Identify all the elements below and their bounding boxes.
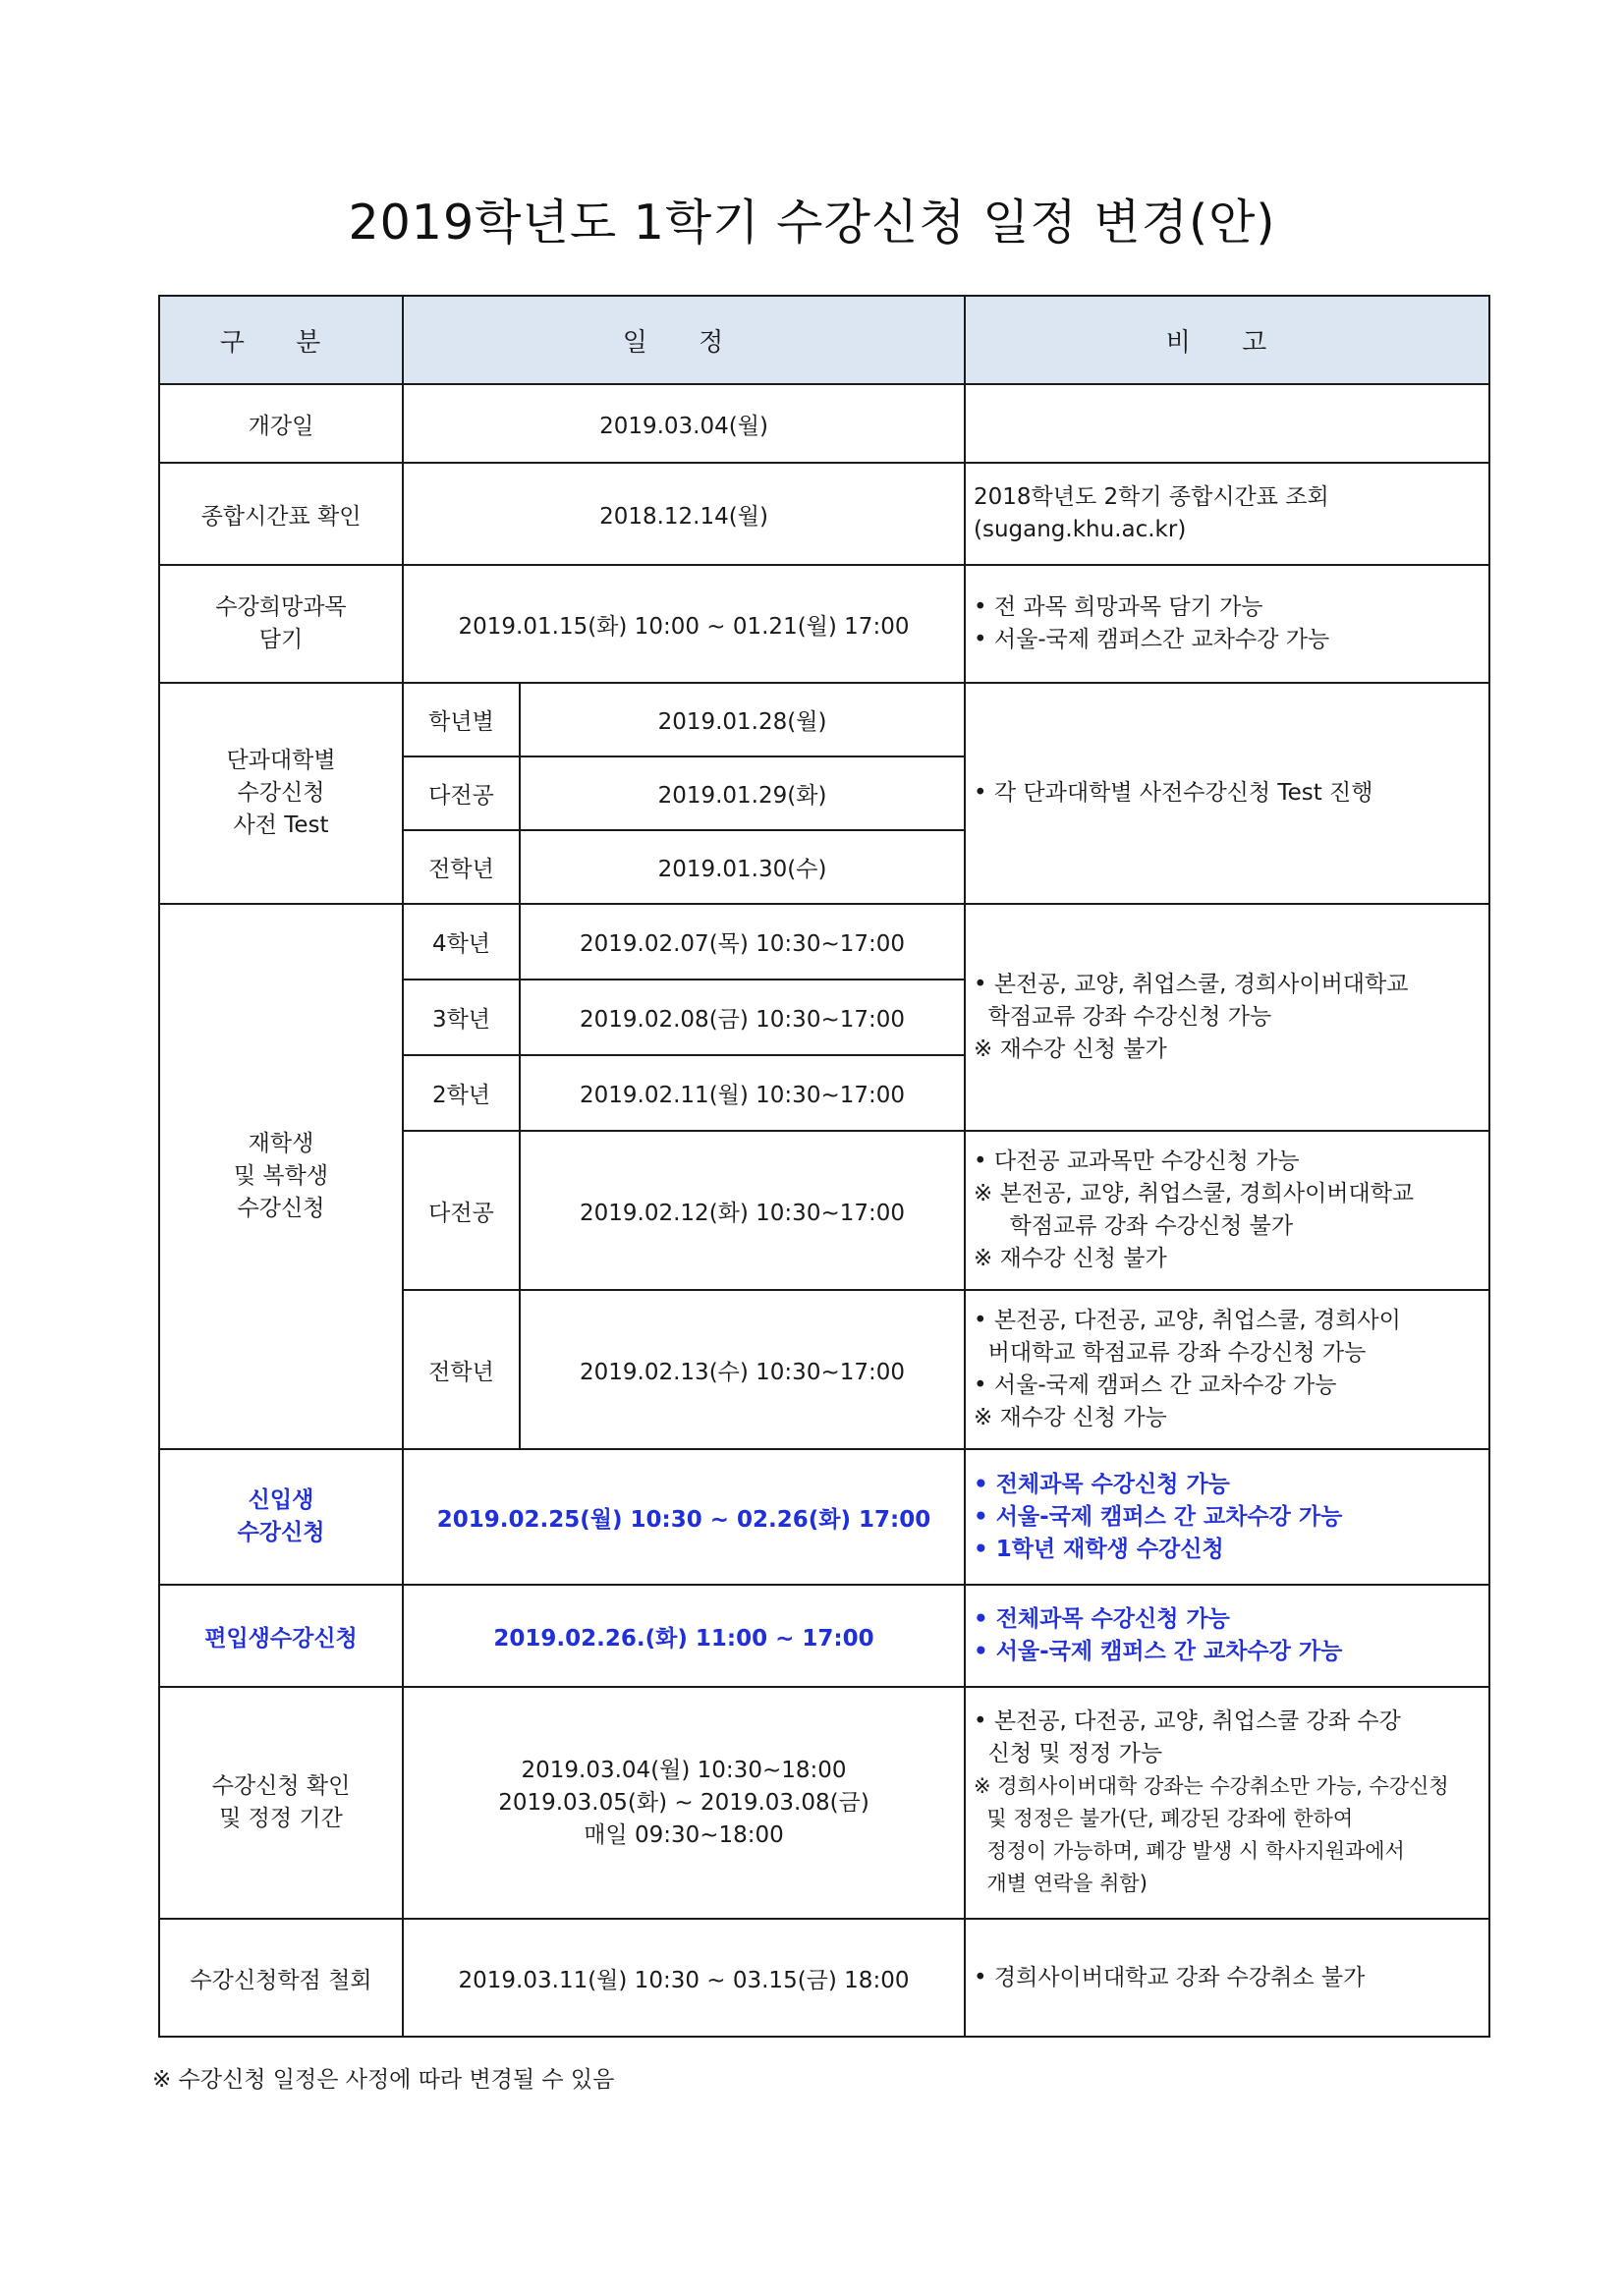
table-row [159, 1919, 1489, 2037]
note-line: ※ 경희사이버대학 강좌는 수강취소만 가능, 수강신청 및 정정은 불가(단, 폐강된 강좌에 한하여 정정이 가능하며, 폐강 발생 시 학사지원과에서 개별 연락을 취함) [974, 1774, 1449, 1895]
row-label: 수강신청학점 철회 [159, 1919, 403, 2037]
sub-label: 다전공 [403, 1131, 520, 1290]
row-date: 2019.01.29(화) [520, 756, 965, 830]
row-date: 2019.01.15(화) 10:00 ~ 01.21(월) 17:00 [403, 565, 965, 683]
sub-label: 전학년 [403, 1290, 520, 1449]
note-line: • 본전공, 다전공, 교양, 취업스쿨, 경희사이 버대학교 학점교류 강좌 수강신청 가능 [974, 1308, 1401, 1366]
row-label: 종합시간표 확인 [159, 463, 403, 565]
row-date: 2019.02.12(화) 10:30~17:00 [520, 1131, 965, 1290]
row-label: 신입생 수강신청 [159, 1449, 403, 1585]
schedule-table [158, 295, 1490, 2038]
note-line: • 본전공, 교양, 취업스쿨, 경희사이버대학교 학점교류 강좌 수강신청 가능 [974, 972, 1409, 1030]
row-note [965, 1290, 1489, 1449]
table-row [159, 384, 1489, 463]
row-note: 2018학년도 2학기 종합시간표 조회 (sugang.khu.ac.kr) [965, 463, 1489, 565]
note-line: • 본전공, 다전공, 교양, 취업스쿨 강좌 수강 신청 및 정정 가능 [974, 1708, 1401, 1766]
row-date: 2019.03.04(월) 10:30~18:00 2019.03.05(화) ~ 2019.03.08(금) 매일 09:30~18:00 [403, 1687, 965, 1919]
note-line: • 다전공 교과목만 수강신청 가능 [974, 1148, 1300, 1174]
row-label: 수강신청 확인 및 정정 기간 [159, 1687, 403, 1919]
row-label: 수강희망과목 담기 [159, 565, 403, 683]
note-line: • 1학년 재학생 수강신청 [974, 1536, 1224, 1562]
row-date: 2019.01.28(월) [520, 683, 965, 756]
row-note [965, 384, 1489, 463]
note-line: • 전체과목 수강신청 가능 [974, 1606, 1230, 1632]
note-line: • 서울-국제 캠퍼스 간 교차수강 가능 [974, 1503, 1343, 1530]
table-row [159, 1585, 1489, 1687]
row-date: 2019.02.08(금) 10:30~17:00 [520, 980, 965, 1055]
table-row [159, 565, 1489, 683]
row-date: 2019.01.30(수) [520, 830, 965, 904]
note-line: • 전 과목 희망과목 담기 가능 [974, 594, 1263, 620]
note-line: • 전체과목 수강신청 가능 [974, 1471, 1230, 1497]
row-note [965, 565, 1489, 683]
row-date: 2019.02.25(월) 10:30 ~ 02.26(화) 17:00 [403, 1449, 965, 1585]
table-header-row [159, 296, 1489, 384]
note-line: ※ 본전공, 교양, 취업스쿨, 경희사이버대학교 학점교류 강좌 수강신청 불가 [974, 1181, 1415, 1239]
row-date: 2019.03.11(월) 10:30 ~ 03.15(금) 18:00 [403, 1919, 965, 2037]
row-note: • 각 단과대학별 사전수강신청 Test 진행 [965, 683, 1489, 904]
row-label: 개강일 [159, 384, 403, 463]
row-label: 편입생수강신청 [159, 1585, 403, 1687]
sub-label: 학년별 [403, 683, 520, 756]
note-line: ※ 재수강 신청 불가 [974, 1246, 1167, 1271]
note-line: ※ 재수강 신청 불가 [974, 1036, 1167, 1062]
row-date: 2019.02.11(월) 10:30~17:00 [520, 1055, 965, 1131]
sub-label: 다전공 [403, 756, 520, 830]
row-note: • 경희사이버대학교 강좌 수강취소 불가 [965, 1919, 1489, 2037]
table-row [159, 904, 1489, 980]
row-date: 2018.12.14(월) [403, 463, 965, 565]
row-date: 2019.03.04(월) [403, 384, 965, 463]
row-note [965, 1687, 1489, 1919]
page-title: 2019학년도 1학기 수강신청 일정 변경(안) [348, 195, 1276, 251]
note-line: • 서울-국제 캠퍼스간 교차수강 가능 [974, 627, 1330, 652]
sub-label: 4학년 [403, 904, 520, 980]
row-label: 단과대학별 수강신청 사전 Test [159, 683, 403, 904]
table-row [159, 1687, 1489, 1919]
sub-label: 3학년 [403, 980, 520, 1055]
row-note [965, 1585, 1489, 1687]
header-remarks: 비 고 [965, 296, 1489, 384]
row-date: 2019.02.13(수) 10:30~17:00 [520, 1290, 965, 1449]
footnote: ※ 수강신청 일정은 사정에 따라 변경될 수 있음 [152, 2067, 615, 2093]
table-row [159, 463, 1489, 565]
sub-label: 전학년 [403, 830, 520, 904]
header-category: 구 분 [159, 296, 403, 384]
note-line: • 서울-국제 캠퍼스 간 교차수강 가능 [974, 1372, 1337, 1398]
row-date: 2019.02.07(목) 10:30~17:00 [520, 904, 965, 980]
table-row [159, 1449, 1489, 1585]
row-note [965, 904, 1489, 1131]
sub-label: 2학년 [403, 1055, 520, 1131]
note-line: ※ 재수강 신청 가능 [974, 1405, 1167, 1430]
table-row [159, 683, 1489, 756]
note-line: • 서울-국제 캠퍼스 간 교차수강 가능 [974, 1639, 1343, 1664]
row-note [965, 1131, 1489, 1290]
row-label: 재학생 및 복학생 수강신청 [159, 904, 403, 1449]
row-date: 2019.02.26.(화) 11:00 ~ 17:00 [403, 1585, 965, 1687]
row-note [965, 1449, 1489, 1585]
header-schedule: 일 정 [403, 296, 965, 384]
